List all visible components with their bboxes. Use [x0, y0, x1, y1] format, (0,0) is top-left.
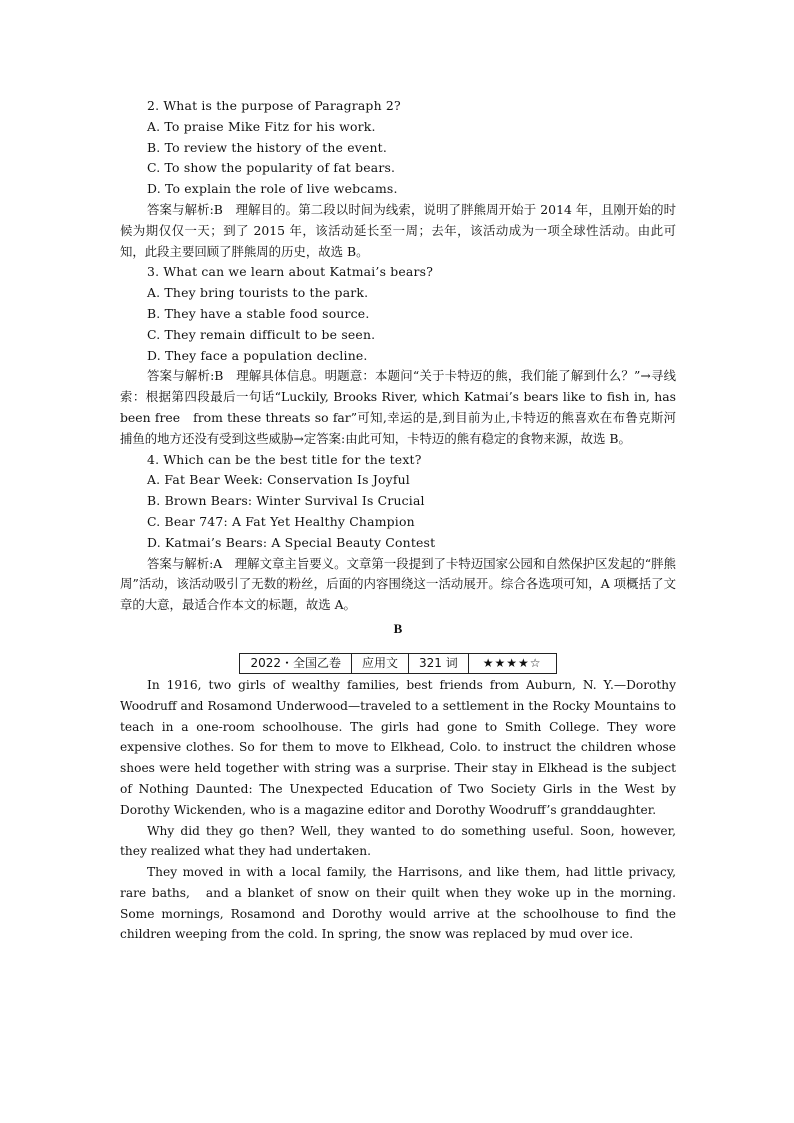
passage-info-table: [239, 653, 556, 674]
option-d: D. Katmai’s Bears: A Special Beauty Contest: [147, 534, 436, 550]
info-source: 2022・全国乙卷: [240, 653, 352, 673]
answer-explanation: 答案与解析:B 理解具体信息。明题意：本题问“关于卡特迈的熊，我们能了解到什么？”→寻线索：根据第四段最后一句话“Luckily, Brooks River, which Katmai’s bears like to fish in, has been free from these threats so far”可知,幸运的是,到目前为止,卡特迈的熊喜欢在布鲁克斯河捕鱼的地方还没有受到这些威胁→定答案:由此可知，卡特迈的熊有稳定的食物来源，故选 B。: [120, 368, 676, 446]
info-word-count: 321 词: [409, 653, 469, 673]
question-2: [120, 96, 676, 262]
question-stem: 4. Which can be the best title for the text?: [147, 451, 422, 467]
option-a: A. To praise Mike Fitz for his work.: [147, 118, 376, 134]
option-c: C. To show the popularity of fat bears.: [147, 160, 396, 176]
option-b: B. Brown Bears: Winter Survival Is Crucial: [147, 493, 425, 509]
option-b: B. To review the history of the event.: [147, 139, 387, 155]
question-stem: 2. What is the purpose of Paragraph 2?: [147, 98, 401, 113]
option-a: A. Fat Bear Week: Conservation Is Joyful: [147, 472, 410, 488]
passage-paragraph: Why did they go then? Well, they wanted to do something useful. Soon, however, they realized what they had undertaken.: [120, 823, 676, 859]
answer-explanation: 答案与解析:A 理解文章主旨要义。文章第一段提到了卡特迈国家公园和自然保护区发起的“胖熊周”活动，该活动吸引了无数的粉丝，后面的内容围绕这一活动展开。综合各选项可知，A 项概括了文章的大意，最适合作本文的标题，故选 A。: [120, 555, 676, 613]
question-3: [120, 262, 676, 449]
document-page: [120, 96, 676, 945]
question-4: [120, 450, 676, 616]
option-b: B. They have a stable food source.: [147, 305, 370, 321]
option-a: A. They bring tourists to the park.: [147, 285, 369, 301]
answer-explanation: 答案与解析:B 理解目的。第二段以时间为线索，说明了胖熊周开始于 2014 年，且刚开始的时候为期仅仅一天；到了 2015 年，该活动延长至一周；去年，该活动成为一项全球性活动。由此可知，此段主要回顾了胖熊周的历史，故选 B。: [120, 201, 676, 259]
passage-info-box: [120, 653, 676, 675]
option-c: C. Bear 747: A Fat Yet Healthy Champion: [147, 513, 415, 529]
info-difficulty-stars: ★★★★☆: [468, 653, 556, 673]
passage-paragraph: They moved in with a local family, the Harrisons, and like them, had little privacy, rare baths, and a blanket of snow on their quilt when they woke up in the morning. Some mornings, Rosamond and Dorothy would arrive at the schoolhouse to find the children weeping from the cold. In spring, the snow was replaced by mud over ice.: [120, 865, 676, 942]
option-d: D. They face a population decline.: [147, 347, 368, 363]
question-stem: 3. What can we learn about Katmai’s bears?: [147, 264, 434, 280]
passage-paragraph: In 1916, two girls of wealthy families, best friends from Auburn, N. Y.—Dorothy Woodruff and Rosamond Underwood—traveled to a settlement in the Rocky Mountains to teach in a one-room schoolhouse. The girls had gone to Smith College. They wore expensive clothes. So for them to move to Elkhead, Colo. to instruct the children whose shoes were held together with string was a surprise. Their stay in Elkhead is the subject of Nothing Daunted: The Unexpected Education of Two Society Girls in the West by Dorothy Wickenden, who is a magazine editor and Dorothy Woodruff’s granddaughter.: [120, 677, 676, 817]
option-c: C. They remain difficult to be seen.: [147, 326, 376, 342]
section-label: B: [393, 620, 403, 636]
option-d: D. To explain the role of live webcams.: [147, 181, 398, 197]
passage-b: [120, 675, 676, 945]
info-genre: 应用文: [352, 653, 409, 673]
